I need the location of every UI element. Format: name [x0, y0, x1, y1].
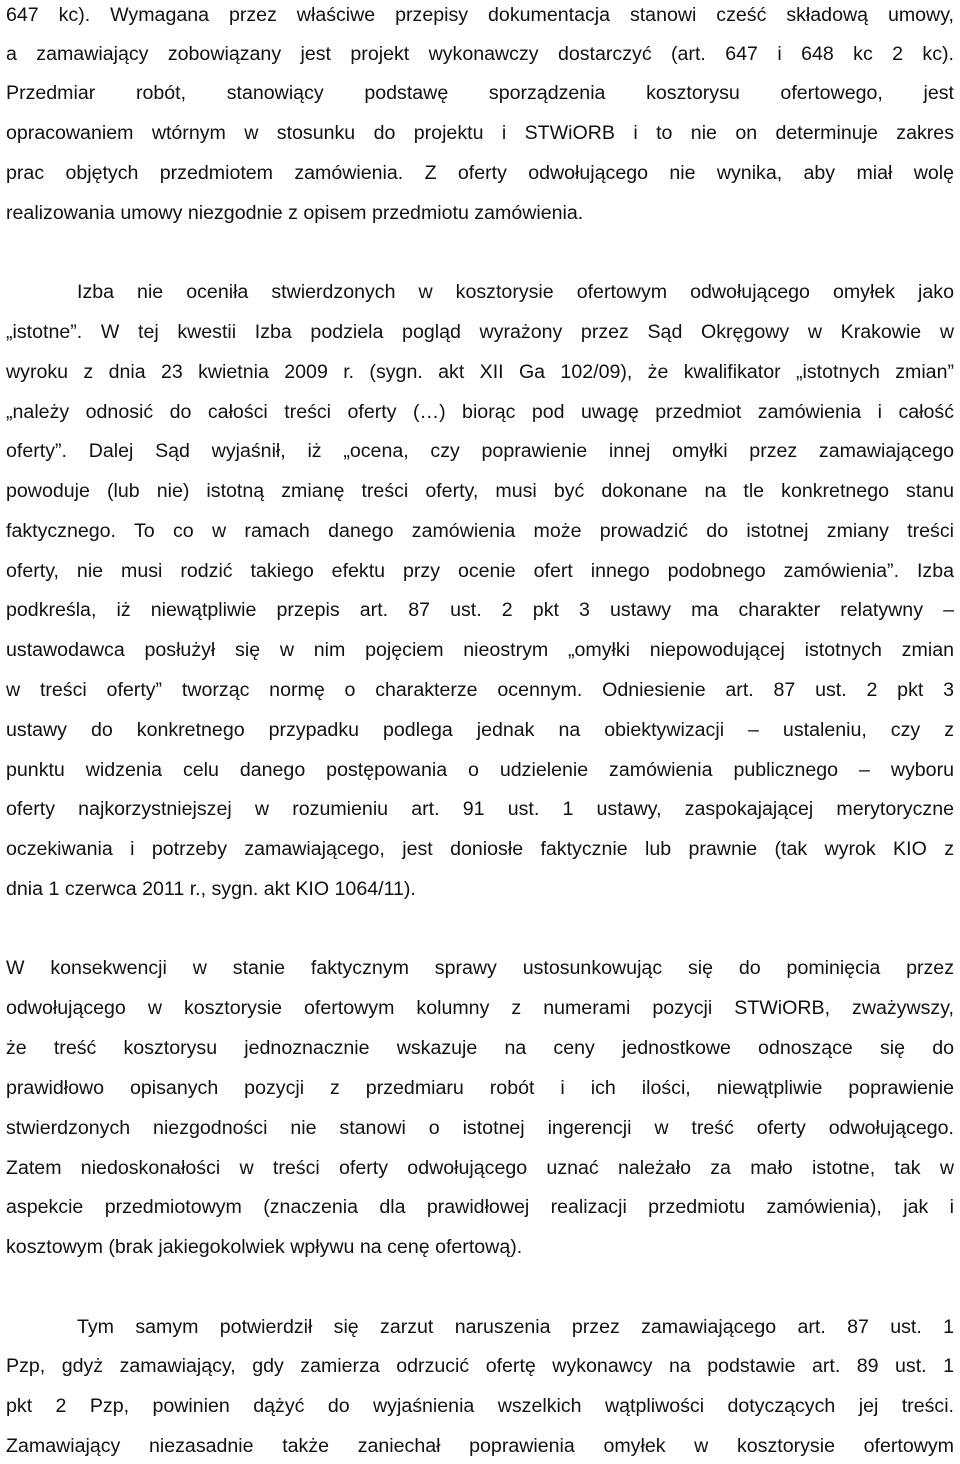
text-line: powoduje (lub nie) istotną zmianę treści oferty, musi być dokonane na tle konkretnego stanu	[6, 480, 954, 502]
text-line: prawidłowo opisanych pozycji z przedmiaru robót i ich ilości, niewątpliwie poprawienie	[6, 1077, 954, 1099]
text-line: że treść kosztorysu jednoznacznie wskazuje na ceny jednostkowe odnoszące się do	[6, 1037, 954, 1059]
text-line: kosztowym (brak jakiegokolwiek wpływu na cenę ofertową).	[6, 1236, 523, 1258]
text-line: realizowania umowy niezgodnie z opisem przedmiotu zamówienia.	[6, 202, 584, 224]
text-line: W konsekwencji w stanie faktycznym sprawy ustosunkowując się do pominięcia przez	[6, 957, 954, 979]
text-line: oczekiwania i potrzeby zamawiającego, jest doniosłe faktycznie lub prawnie (tak wyrok KIO z	[6, 838, 954, 860]
text-line: aspekcie przedmiotowym (znaczenia dla prawidłowej realizacji przedmiotu zamówienia), jak i	[6, 1196, 954, 1218]
text-line: Zatem niedoskonałości w treści oferty odwołującego uznać należało za mało istotne, tak w	[6, 1157, 954, 1179]
text-line: Przedmiar robót, stanowiący podstawę sporządzenia kosztorysu ofertowego, jest	[6, 82, 954, 104]
text-line: „należy odnosić do całości treści oferty (…) biorąc pod uwagę przedmiot zamówienia i całość	[6, 401, 954, 423]
text-line: „istotne”. W tej kwestii Izba podziela pogląd wyrażony przez Sąd Okręgowy w Krakowie w	[6, 321, 954, 343]
text-line: odwołującego w kosztorysie ofertowym kolumny z numerami pozycji STWiORB, zważywszy,	[6, 997, 954, 1019]
text-line: ustawodawca posłużył się w nim pojęciem nieostrym „omyłki niepowodującej istotnych zmian	[6, 639, 954, 661]
text-line: oferty, nie musi rodzić takiego efektu przy ocenie ofert innego podobnego zamówienia”. Izba	[6, 560, 954, 582]
text-line: Zamawiający niezasadnie także zaniechał poprawienia omyłek w kosztorysie ofertowym	[6, 1435, 954, 1457]
text-line: Izba nie oceniła stwierdzonych w kosztorysie ofertowym odwołującego omyłek jako	[77, 281, 954, 303]
text-line: w treści oferty” tworząc normę o charakterze ocennym. Odniesienie art. 87 ust. 2 pkt 3	[6, 679, 954, 701]
text-line: pkt 2 Pzp, powinien dążyć do wyjaśnienia wszelkich wątpliwości dotyczących jej treści.	[6, 1395, 954, 1417]
text-line: faktycznego. To co w ramach danego zamówienia może prowadzić do istotnej zmiany treści	[6, 520, 954, 542]
text-line: a zamawiający zobowiązany jest projekt wykonawczy dostarczyć (art. 647 i 648 kc 2 kc).	[6, 43, 954, 65]
text-line: dnia 1 czerwca 2011 r., sygn. akt KIO 1064/11).	[6, 878, 416, 900]
text-line: oferty najkorzystniejszej w rozumieniu art. 91 ust. 1 ustawy, zaspokajającej merytoryczne	[6, 798, 954, 820]
text-line: punktu widzenia celu danego postępowania o udzielenie zamówienia publicznego – wyboru	[6, 759, 954, 781]
text-line: prac objętych przedmiotem zamówienia. Z oferty odwołującego nie wynika, aby miał wolę	[6, 162, 954, 184]
text-line: Pzp, gdyż zamawiający, gdy zamierza odrzucić ofertę wykonawcy na podstawie art. 89 ust. 1	[6, 1355, 954, 1377]
text-line: ustawy do konkretnego przypadku podlega jednak na obiektywizacji – ustaleniu, czy z	[6, 719, 954, 741]
text-line: wyroku z dnia 23 kwietnia 2009 r. (sygn. akt XII Ga 102/09), że kwalifikator „istotnych zmian”	[6, 361, 954, 383]
text-line: Tym samym potwierdził się zarzut naruszenia przez zamawiającego art. 87 ust. 1	[77, 1316, 954, 1338]
text-line: 647 kc). Wymagana przez właściwe przepisy dokumentacja stanowi cześć składową umowy,	[6, 4, 954, 26]
text-line: oferty”. Dalej Sąd wyjaśnił, iż „ocena, czy poprawienie innej omyłki przez zamawiającego	[6, 440, 954, 462]
text-line: stwierdzonych niezgodności nie stanowi o istotnej ingerencji w treść oferty odwołującego.	[6, 1117, 954, 1139]
text-line: podkreśla, iż niewątpliwie przepis art. 87 ust. 2 pkt 3 ustawy ma charakter relatywny –	[6, 599, 954, 621]
text-line: opracowaniem wtórnym w stosunku do projektu i STWiORB i to nie on determinuje zakres	[6, 122, 954, 144]
